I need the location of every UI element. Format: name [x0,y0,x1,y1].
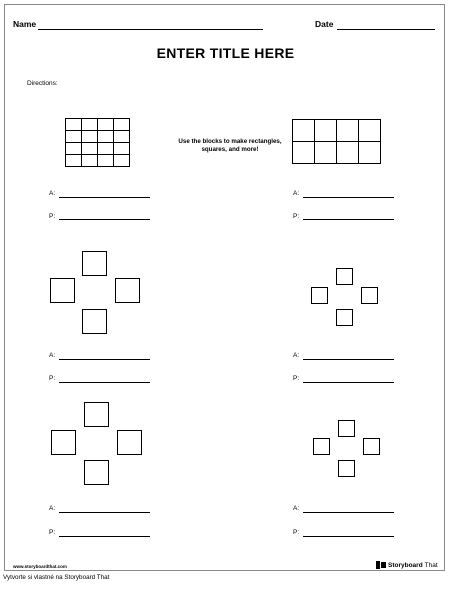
grid-cell [336,141,359,164]
block-square [336,309,353,326]
perimeter-line[interactable] [59,536,150,537]
area-label: A: [49,352,56,359]
block-square [363,438,380,455]
perimeter-line[interactable] [59,382,150,383]
name-line[interactable] [38,29,263,30]
brand-logo [376,561,438,569]
area-line[interactable] [303,512,394,513]
block-square [117,430,142,455]
grid-4x2 [292,119,382,164]
area-label: A: [293,352,300,359]
block-square [51,430,76,455]
block-square [338,460,355,477]
block-square [50,278,75,303]
perimeter-label: P: [293,213,300,220]
perimeter-line[interactable] [303,219,394,220]
grid-4x4 [65,118,131,168]
block-square [338,420,355,437]
block-square [313,438,330,455]
perimeter-line[interactable] [303,382,394,383]
date-label: Date [315,19,334,29]
area-line[interactable] [303,359,394,360]
area-line[interactable] [59,359,150,360]
perimeter-label: P: [49,529,56,536]
brand-suffix: That [424,561,438,569]
grid-cell [336,119,359,142]
area-line[interactable] [303,197,394,198]
block-square [84,402,109,427]
instruction-text: Use the blocks to make rectangles, squares, and more! [178,138,282,153]
area-line[interactable] [59,512,150,513]
area-label: A: [293,505,300,512]
grid-cell [97,154,114,167]
perimeter-label: P: [293,375,300,382]
block-square [82,309,107,334]
block-square [311,287,328,304]
footer-website: www.storyboardthat.com [13,564,67,569]
perimeter-label: P: [49,213,56,220]
directions-label: Directions: [27,80,58,87]
credit-text: Vytvorte si vlastné na Storyboard That [3,574,110,581]
block-square [336,268,353,285]
brand-name: Storyboard [388,561,423,569]
perimeter-label: P: [49,375,56,382]
perimeter-line[interactable] [59,219,150,220]
area-label: A: [49,190,56,197]
name-label: Name [13,19,37,29]
grid-cell [113,154,130,167]
block-square [115,278,140,303]
grid-cell [358,141,381,164]
grid-cell [358,119,381,142]
grid-cell [292,119,315,142]
grid-cell [314,141,337,164]
grid-cell [65,154,82,167]
area-line[interactable] [59,197,150,198]
perimeter-label: P: [293,529,300,536]
date-line[interactable] [337,29,435,30]
grid-cell [314,119,337,142]
worksheet-page [4,4,445,571]
perimeter-line[interactable] [303,536,394,537]
grid-cell [292,141,315,164]
page-title[interactable]: ENTER TITLE HERE [156,45,295,61]
block-square [84,460,109,485]
area-label: A: [293,190,300,197]
grid-cell [81,154,98,167]
area-label: A: [49,505,56,512]
block-square [82,251,107,276]
block-square [361,287,378,304]
storyboard-logo-icon [376,561,386,569]
